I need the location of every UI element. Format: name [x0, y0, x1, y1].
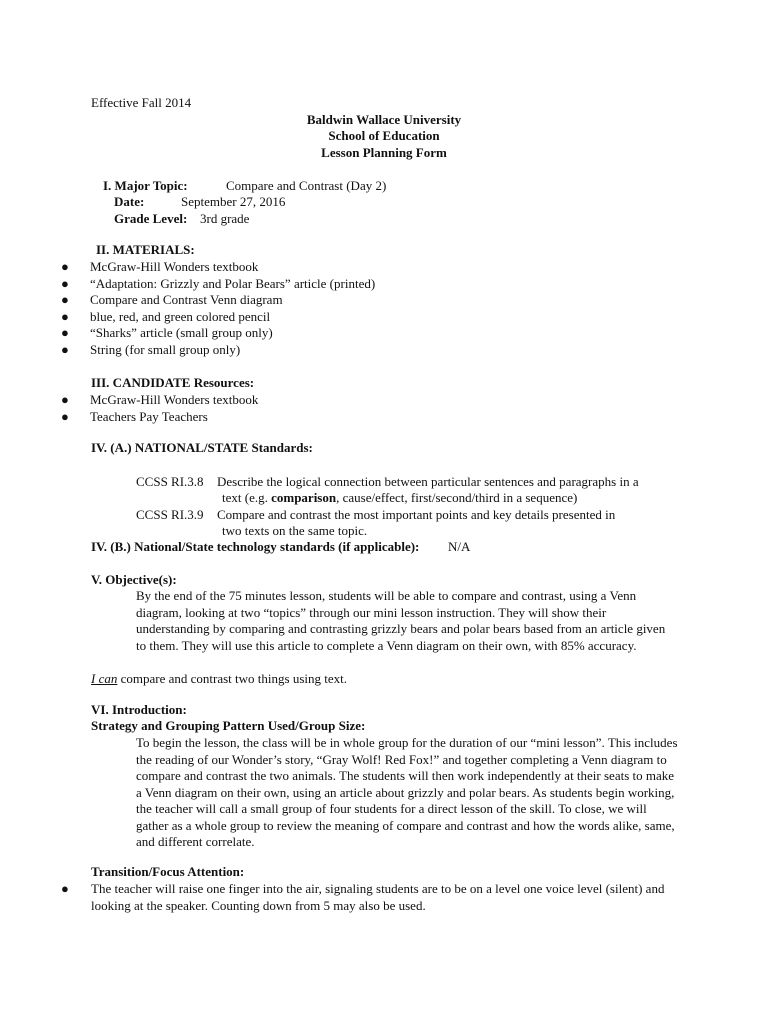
header-school: School of Education: [328, 128, 440, 143]
strategy-heading: Strategy and Grouping Pattern Used/Group Size:: [91, 718, 366, 733]
transition-heading: Transition/Focus Attention:: [91, 864, 245, 879]
list-item: ● “Sharks” article (small group only): [61, 325, 273, 340]
header-form-title: Lesson Planning Form: [321, 145, 447, 160]
tech-standards-label: IV. (B.) National/State technology standards (if applicable):: [91, 539, 420, 554]
list-item: ● blue, red, and green colored pencil: [61, 308, 271, 324]
list-item: ● String (for small group only): [61, 341, 241, 357]
transition-text: The teacher will raise one finger into the air, signaling students are to be on a level one voice level (silent) and looking at the speaker. Counting down from 5 may also be used.: [91, 881, 665, 913]
major-topic-value: Compare and Contrast (Day 2): [226, 178, 387, 193]
standard-code-ri39: CCSS RI.3.9: [136, 507, 204, 522]
standard-text-ri39: Compare and contrast the most important points and key details presented in: [217, 507, 616, 522]
materials-heading: II. MATERIALS:: [96, 242, 195, 257]
header-university: Baldwin Wallace University: [306, 112, 462, 127]
list-item: ● “Adaptation: Grizzly and Polar Bears” article (printed): [61, 275, 376, 291]
i-can-statement: I can compare and contrast two things using text.: [91, 671, 347, 686]
standard-code-ri38: CCSS RI.3.8: [136, 474, 204, 489]
standard-text-ri39-cont: two texts on the same topic.: [222, 523, 368, 538]
resources-heading: III. CANDIDATE Resources:: [91, 375, 255, 390]
tech-standards-value: N/A: [448, 539, 471, 554]
date-value: September 27, 2016: [181, 194, 286, 209]
objectives-heading: V. Objective(s):: [91, 572, 177, 587]
resources-list: [61, 392, 258, 425]
list-item: ● McGraw-Hill Wonders textbook: [61, 392, 259, 407]
list-item: ● McGraw-Hill Wonders textbook: [61, 259, 259, 274]
introduction-heading: VI. Introduction:: [91, 702, 187, 717]
date-label: Date:: [114, 194, 145, 209]
effective-date: Effective Fall 2014: [91, 95, 192, 110]
list-item: ● Teachers Pay Teachers: [61, 408, 208, 424]
grade-level-value: 3rd grade: [200, 211, 250, 226]
list-item: ● Compare and Contrast Venn diagram: [61, 292, 283, 307]
objectives-text: By the end of the 75 minutes lesson, students will be able to compare and contrast, using a Venn diagram, looking at two “topics” through our mini lesson instruction. They will show their understanding by comparing and contrasting grizzly bears and polar bears based from an article given to them. They will use this article to complete a Venn diagram on their own, with 85% accuracy.: [136, 588, 666, 653]
introduction-text: To begin the lesson, the class will be in whole group for the duration of our “mini lesson”. This includes the reading of our Wonder’s story, “Gray Wolf! Red Fox!” and together completing a Venn diagram to compare and contrast the two animals. The students will then work independently at their seats to make a Venn diagram on their own, using an article about grizzly and polar bears. As students begin working, the teacher will call a small group of four students for a direct lesson of the skill. To close, we will gather as a whole group to review the meaning of compare and contrast and how the words alike, same, and different correlate.: [136, 735, 678, 849]
transition-bullet: ●: [61, 881, 69, 896]
grade-level-label: Grade Level:: [114, 211, 188, 226]
standard-text-ri38: Describe the logical connection between particular sentences and paragraphs in a: [217, 474, 639, 489]
standard-text-ri38-cont: text (e.g. comparison, cause/effect, first/second/third in a sequence): [222, 490, 578, 505]
standards-heading: IV. (A.) NATIONAL/STATE Standards:: [91, 440, 313, 455]
major-topic-label: I. Major Topic:: [103, 178, 188, 193]
materials-list: [61, 259, 375, 358]
